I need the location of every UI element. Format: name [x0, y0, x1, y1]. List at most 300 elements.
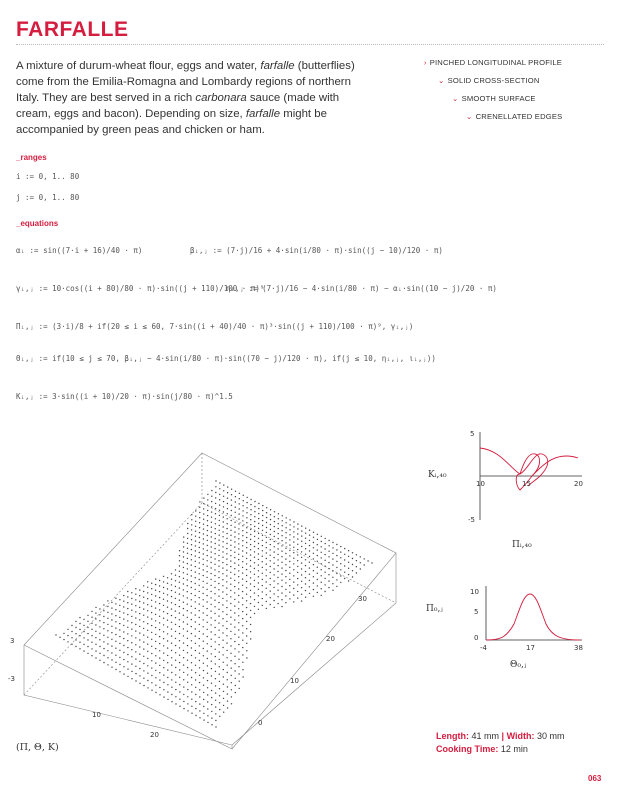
mesh-point [238, 528, 239, 529]
mesh-point [139, 589, 140, 590]
mesh-point [226, 607, 227, 608]
mesh-point [266, 527, 267, 528]
mesh-point [211, 690, 212, 691]
mesh-point [107, 637, 108, 638]
mesh-point [171, 615, 172, 616]
mesh-point [111, 619, 112, 620]
mesh-point [163, 645, 164, 646]
mesh-point [321, 582, 322, 583]
mesh-point [127, 602, 128, 603]
mesh-point [215, 671, 216, 672]
mesh-point [219, 530, 220, 531]
mesh-point [123, 625, 124, 626]
mesh-point [191, 549, 192, 550]
mesh-point [163, 618, 164, 619]
mesh-point [274, 551, 275, 552]
mesh-point [202, 587, 203, 588]
mesh-point [352, 564, 353, 565]
mesh-point [195, 531, 196, 532]
mesh-point [325, 543, 326, 544]
mesh-point [250, 560, 251, 561]
mesh-point [187, 553, 188, 554]
mesh-point [274, 531, 275, 532]
mesh-point [131, 616, 132, 617]
mesh-point [270, 566, 271, 567]
mesh-point [281, 567, 282, 568]
mesh-point [258, 503, 259, 504]
mesh-point [226, 570, 227, 571]
mesh-point [179, 691, 180, 692]
mesh-point [91, 642, 92, 643]
mesh-point [301, 535, 302, 536]
mesh-point [231, 489, 232, 490]
mesh-point [151, 606, 152, 607]
mesh-point [191, 587, 192, 588]
mesh-point [187, 617, 188, 618]
mesh-point [163, 674, 164, 675]
mesh-point [191, 559, 192, 560]
mesh-point [202, 593, 203, 594]
mesh-point [336, 586, 337, 587]
mesh-point [328, 540, 329, 541]
mesh-point [258, 513, 259, 514]
mesh-point [262, 567, 263, 568]
length-label: Length: [436, 731, 469, 741]
pi-curve [486, 594, 580, 640]
mesh-point [159, 665, 160, 666]
mesh-point [183, 595, 184, 596]
mesh-point [218, 577, 219, 578]
mesh-point [191, 647, 192, 648]
mesh-point [270, 584, 271, 585]
mesh-point [219, 499, 220, 500]
specs-separator: | [501, 731, 505, 741]
mesh-point [187, 624, 188, 625]
mesh-point [187, 631, 188, 632]
mesh-point [155, 584, 156, 585]
mesh-point [199, 660, 200, 661]
equation-gamma: γᵢ,ⱼ := 10·cos((i + 80)/80 · π)·sin((j + 110)/100 · π)⁹ [16, 284, 265, 293]
mesh-point [274, 526, 275, 527]
mesh-point [250, 590, 251, 591]
mesh-point [127, 596, 128, 597]
mesh-point [187, 533, 188, 534]
mesh-point [167, 633, 168, 634]
mesh-point [246, 522, 247, 523]
mesh-point [187, 652, 188, 653]
mesh-point [107, 600, 108, 601]
mesh-point [183, 615, 184, 616]
mesh-point [187, 548, 188, 549]
mesh-point [211, 490, 212, 491]
mesh-point [207, 694, 208, 695]
mesh-point [135, 658, 136, 659]
mesh-point [266, 512, 267, 513]
mesh-point [215, 508, 216, 509]
mesh-point [230, 566, 231, 567]
mesh-point [191, 564, 192, 565]
mesh-point [258, 609, 259, 610]
mesh-point [348, 574, 349, 575]
mesh-point [75, 633, 76, 634]
mesh-point [163, 587, 164, 588]
z-tick: 3 [10, 637, 15, 645]
mesh-point [332, 583, 333, 584]
mesh-point [139, 595, 140, 596]
mesh-point [203, 663, 204, 664]
mesh-point [191, 599, 192, 600]
mesh-point [95, 657, 96, 658]
mesh-point [171, 657, 172, 658]
mesh-point [207, 555, 208, 556]
mesh-point [277, 590, 278, 591]
mesh-point [293, 594, 294, 595]
mesh-point [254, 501, 255, 502]
mesh-point [183, 578, 184, 579]
mesh-point [214, 558, 215, 559]
mesh-point [239, 493, 240, 494]
mesh-point [183, 602, 184, 603]
mesh-point [328, 556, 329, 557]
mesh-point [143, 608, 144, 609]
mesh-point [179, 706, 180, 707]
mesh-point [135, 605, 136, 606]
mesh-point [301, 568, 302, 569]
mesh-point [183, 686, 184, 687]
mesh-point [203, 508, 204, 509]
mesh-point [231, 515, 232, 516]
mesh-point [155, 662, 156, 663]
mesh-point [286, 517, 287, 518]
mesh-point [266, 608, 267, 609]
mesh-point [191, 554, 192, 555]
mesh-point [234, 634, 235, 635]
mesh-point [215, 713, 216, 714]
mesh-point [207, 525, 208, 526]
cooking-line [436, 743, 565, 756]
mesh-point [293, 521, 294, 522]
mesh-point [135, 666, 136, 667]
mesh-point [348, 562, 349, 563]
mesh-point [336, 573, 337, 574]
mesh-point [131, 622, 132, 623]
mesh-point [91, 635, 92, 636]
mesh-point [328, 545, 329, 546]
mesh-point [246, 537, 247, 538]
mesh-point [87, 639, 88, 640]
mesh-point [195, 621, 196, 622]
mesh-point [215, 720, 216, 721]
mesh-point [266, 532, 267, 533]
equation-alpha: αᵢ := sin((7·i + 16)/40 · π) [16, 246, 143, 255]
mesh-point [227, 486, 228, 487]
mesh-point [254, 526, 255, 527]
mesh-point [317, 561, 318, 562]
mesh-point [317, 567, 318, 568]
mesh-point [348, 568, 349, 569]
mesh-point [301, 562, 302, 563]
mesh-point [83, 631, 84, 632]
mesh-point [222, 632, 223, 633]
y-tick: 20 [326, 635, 335, 643]
mesh-point [285, 558, 286, 559]
mesh-point [210, 585, 211, 586]
mesh-point [242, 662, 243, 663]
mesh-point [203, 706, 204, 707]
mesh-point [332, 570, 333, 571]
mesh-point [207, 650, 208, 651]
mesh-point [119, 671, 120, 672]
mesh-point [214, 564, 215, 565]
mesh-point [305, 533, 306, 534]
mesh-point [163, 696, 164, 697]
mesh-point [246, 635, 247, 636]
mesh-point [211, 697, 212, 698]
mesh-point [219, 510, 220, 511]
mesh-point [151, 675, 152, 676]
mesh-point [215, 497, 216, 498]
mesh-point [199, 682, 200, 683]
mesh-point [278, 533, 279, 534]
mesh-point [238, 644, 239, 645]
mesh-point [309, 567, 310, 568]
mesh-point [183, 567, 184, 568]
mesh-point [289, 539, 290, 540]
mesh-point [127, 620, 128, 621]
mesh-point [151, 618, 152, 619]
mesh-point [191, 593, 192, 594]
mesh-point [131, 663, 132, 664]
mesh-point [270, 514, 271, 515]
mesh-point [325, 538, 326, 539]
x-tick: 17 [526, 644, 535, 652]
mesh-point [215, 706, 216, 707]
mesh-point [87, 646, 88, 647]
profile-plot-pi [470, 582, 588, 652]
mesh-point [175, 569, 176, 570]
mesh-point [274, 511, 275, 512]
mesh-point [115, 603, 116, 604]
mesh-point [203, 599, 204, 600]
mesh-point [293, 541, 294, 542]
mesh-point [203, 677, 204, 678]
mesh-point [297, 560, 298, 561]
mesh-point [183, 694, 184, 695]
mesh-point [344, 559, 345, 560]
mesh-point [131, 598, 132, 599]
mesh-point [167, 588, 168, 589]
mesh-point [211, 541, 212, 542]
mesh-point [234, 536, 235, 537]
mesh-point [227, 492, 228, 493]
mesh-point [231, 667, 232, 668]
mesh-point [234, 648, 235, 649]
mesh-point [179, 669, 180, 670]
mesh-point [103, 622, 104, 623]
mesh-point [199, 527, 200, 528]
mesh-point [163, 667, 164, 668]
mesh-point [107, 606, 108, 607]
mesh-point [317, 579, 318, 580]
y-tick: -5 [468, 516, 475, 524]
mesh-point [258, 553, 259, 554]
mesh-point [207, 658, 208, 659]
mesh-point [203, 626, 204, 627]
mesh-point [179, 555, 180, 556]
mesh-point [187, 682, 188, 683]
mesh-point [262, 505, 263, 506]
mesh-point [246, 621, 247, 622]
mesh-point [293, 536, 294, 537]
mesh-point [344, 554, 345, 555]
mesh-point [143, 678, 144, 679]
mesh-point [155, 601, 156, 602]
mesh-point [183, 679, 184, 680]
mesh-point [250, 524, 251, 525]
mesh-point [266, 507, 267, 508]
mesh-point [266, 547, 267, 548]
mesh-point [250, 631, 251, 632]
mesh-point [266, 563, 267, 564]
mesh-point [79, 635, 80, 636]
mesh-point [179, 626, 180, 627]
mesh-point [131, 678, 132, 679]
mesh-point [179, 571, 180, 572]
mesh-point [231, 696, 232, 697]
mesh-point [131, 656, 132, 657]
mesh-point [215, 503, 216, 504]
mesh-point [210, 617, 211, 618]
mesh-point [139, 639, 140, 640]
mesh-point [215, 543, 216, 544]
mesh-point [211, 646, 212, 647]
mesh-point [155, 607, 156, 608]
mesh-point [246, 607, 247, 608]
mesh-point [143, 685, 144, 686]
mesh-point [274, 546, 275, 547]
mesh-point [71, 644, 72, 645]
mesh-point [179, 576, 180, 577]
mesh-point [309, 574, 310, 575]
mesh-point [305, 543, 306, 544]
mesh-point [203, 641, 204, 642]
mesh-point [321, 569, 322, 570]
mesh-point [214, 575, 215, 576]
mesh-point [227, 679, 228, 680]
mesh-point [313, 564, 314, 565]
mesh-point [179, 550, 180, 551]
mesh-point [270, 560, 271, 561]
mesh-point [234, 531, 235, 532]
mesh-point [191, 514, 192, 515]
mesh-point [321, 546, 322, 547]
mesh-point [297, 538, 298, 539]
mesh-point [262, 535, 263, 536]
mesh-point [203, 564, 204, 565]
mesh-point [344, 578, 345, 579]
mesh-point [258, 582, 259, 583]
mesh-point [123, 659, 124, 660]
mesh-point [171, 602, 172, 603]
mesh-point [191, 581, 192, 582]
mesh-point [107, 612, 108, 613]
mesh-point [179, 647, 180, 648]
mesh-point [223, 526, 224, 527]
mesh-point [207, 665, 208, 666]
mesh-point [163, 682, 164, 683]
mesh-point [159, 643, 160, 644]
mesh-point [313, 553, 314, 554]
mesh-point [242, 632, 243, 633]
mesh-point [219, 659, 220, 660]
mesh-point [254, 580, 255, 581]
mesh-point [305, 554, 306, 555]
mesh-point [332, 564, 333, 565]
mesh-point [211, 551, 212, 552]
mesh-point [87, 627, 88, 628]
mesh-point [250, 539, 251, 540]
mesh-point [99, 646, 100, 647]
mesh-point [293, 531, 294, 532]
mesh-point [115, 662, 116, 663]
mesh-point [103, 616, 104, 617]
mesh-point [234, 527, 235, 528]
mesh-point [203, 713, 204, 714]
mesh-point [289, 550, 290, 551]
mesh-point [199, 512, 200, 513]
mesh-point [203, 497, 204, 498]
mesh-point [238, 673, 239, 674]
mesh-point [159, 603, 160, 604]
mesh-point [238, 576, 239, 577]
mesh-point [107, 657, 108, 658]
mesh-point [210, 610, 211, 611]
mesh-point [266, 588, 267, 589]
mesh-point [183, 650, 184, 651]
mesh-point [297, 566, 298, 567]
mesh-point [135, 594, 136, 595]
mesh-point [191, 662, 192, 663]
mesh-point [203, 699, 204, 700]
mesh-point [226, 614, 227, 615]
x-tick: 38 [574, 644, 583, 652]
mesh-point [175, 610, 176, 611]
mesh-point [139, 632, 140, 633]
mesh-point [107, 664, 108, 665]
mesh-point [226, 594, 227, 595]
mesh-point [222, 546, 223, 547]
mesh-point [147, 616, 148, 617]
mesh-point [83, 650, 84, 651]
mesh-point [159, 650, 160, 651]
plot2-xlabel: Θ₀,ⱼ [510, 660, 527, 670]
mesh-point [305, 583, 306, 584]
feature-item: ⌄ CRENELLATED EDGES [466, 112, 563, 121]
mesh-point [231, 689, 232, 690]
mesh-point [95, 650, 96, 651]
mesh-point [235, 507, 236, 508]
mesh-point [206, 589, 207, 590]
mesh-point [139, 613, 140, 614]
x-tick: 15 [522, 480, 531, 488]
mesh-point [282, 520, 283, 521]
mesh-point [230, 525, 231, 526]
mesh-point [281, 551, 282, 552]
mesh-point [309, 580, 310, 581]
mesh-point [226, 533, 227, 534]
x-tick: 20 [150, 731, 159, 739]
mesh-point [218, 589, 219, 590]
